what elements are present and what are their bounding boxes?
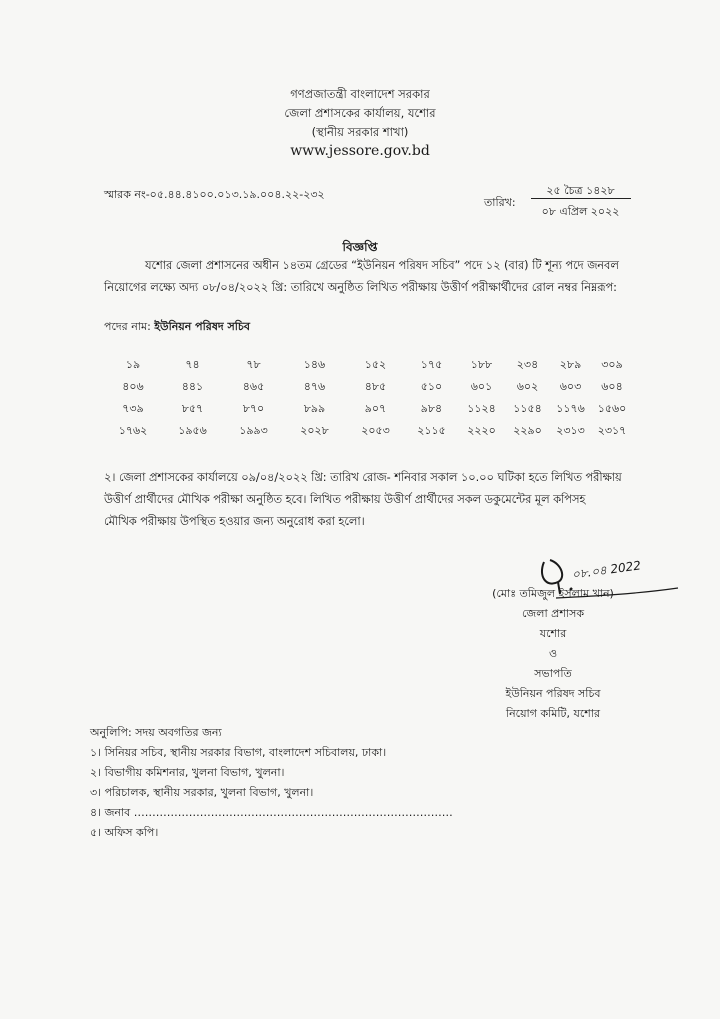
website-link[interactable]: www.jessore.gov.bd (290, 143, 430, 159)
roll-number-cell: ৭৩৯ (122, 401, 144, 415)
roll-number-cell: ৭৪ (185, 357, 200, 371)
signatory-committee-place: নিয়োগ কমিটি, যশোর (505, 707, 601, 720)
signatory-committee: ইউনিয়ন পরিষদ সচিব (505, 687, 601, 700)
roll-number-cell: ৪৮৫ (364, 379, 387, 393)
roll-number-table (104, 354, 632, 442)
roll-number-cell: ১৯ (125, 357, 141, 371)
signatory-district: যশোর (539, 627, 567, 640)
office-title: জেলা প্রশাসকের কার্যালয়, যশোর (284, 106, 436, 120)
notice-line-2: নিয়োগের লক্ষ্যে অদ্য ০৮/০৪/২০২২ খ্রি: তারিখে অনুষ্ঠিত লিখিত পরীক্ষায় উত্তীর্ণ পরীক্ষার্থীদের রোল নম্বর নিম্নরূপ: (104, 281, 617, 294)
roll-number-cell: ২১১৫ (417, 423, 446, 437)
govt-title: গণপ্রজাতন্ত্রী বাংলাদেশ সরকার (290, 87, 430, 101)
roll-row (104, 420, 632, 442)
signature-date: ০৮.০৪ 2022 (571, 558, 642, 582)
roll-number-cell: ৮৯৯ (303, 401, 326, 415)
roll-number-cell: ১১৫৪ (513, 401, 542, 415)
roll-number-cell: ২৮৯ (559, 357, 582, 371)
roll-number-cell: ৯৮৪ (420, 401, 443, 415)
signatory-name: (মোঃ তমিজুল ইসলাম খান) (492, 587, 614, 600)
roll-number-cell: ১৭৬২ (118, 423, 148, 437)
copy-item: ২। বিভাগীয় কমিশনার, খুলনা বিভাগ, খুলনা। (90, 766, 285, 779)
roll-number-cell: ১৭৫ (420, 357, 443, 371)
post-name: ইউনিয়ন পরিষদ সচিব (154, 320, 250, 333)
post-name-row (104, 318, 250, 337)
instruction-line-1: ২। জেলা প্রশাসকের কার্যালয়ে ০৯/০৪/২০২২ খ্রি: তারিখ রোজ- শনিবার সকাল ১০.০০ ঘটিকা হতে লিখিত পরীক্ষায় (104, 471, 622, 484)
roll-number-cell: ২৩১৭ (597, 423, 627, 437)
roll-number-cell: ১৫৬০ (597, 401, 627, 415)
roll-number-cell: ২২৯০ (513, 423, 542, 437)
roll-number-cell: ১১৭৬ (556, 401, 585, 415)
roll-number-cell: ৮৭০ (242, 401, 265, 415)
copy-item: ১। সিনিয়র সচিব, স্থানীয় সরকার বিভাগ, বাংলাদেশ সচিবালয়, ঢাকা। (90, 746, 387, 759)
roll-number-cell: ১৯৫৬ (178, 423, 207, 437)
roll-number-cell: ১৫২ (364, 357, 387, 371)
notice-title: বিজ্ঞপ্তি (342, 240, 378, 254)
signatory-conjunction: ও (548, 647, 558, 660)
roll-number-cell: ৮৫৭ (181, 401, 204, 415)
roll-number-cell: ৪৪১ (181, 379, 204, 393)
copy-item: ৪। জনাব …………………………………………………………………………… (90, 806, 453, 819)
roll-number-cell: ২০৫৩ (361, 423, 390, 437)
date-bangla: ২৫ চৈত্র ১৪২৮ (546, 184, 615, 197)
roll-row (104, 376, 632, 398)
roll-number-cell: ২০২৮ (300, 423, 329, 437)
roll-row (104, 354, 632, 376)
notice-line-1: যশোর জেলা প্রশাসনের অধীন ১৪তম গ্রেডের “ইউনিয়ন পরিষদ সচিব” পদে ১২ (বার) টি শূন্য পদে জনবল (145, 259, 619, 272)
roll-number-cell: ২২২০ (467, 423, 496, 437)
roll-number-cell: ৩০৯ (601, 357, 623, 371)
roll-number-cell: ২৩৪ (516, 357, 539, 371)
date-label: তারিখ: (484, 196, 516, 209)
post-label: পদের নাম: (104, 320, 151, 333)
branch-title: (স্থানীয় সরকার শাখা) (311, 125, 409, 139)
roll-number-cell: ৬০৩ (559, 379, 582, 393)
roll-number-cell: ৬০১ (470, 379, 493, 393)
date-divider (531, 198, 631, 199)
roll-number-cell: ৭৮ (246, 357, 261, 371)
roll-number-cell: ৯০৭ (364, 401, 387, 415)
roll-number-cell: ৪০৬ (122, 379, 144, 393)
instruction-line-3: মৌখিক পরীক্ষায় উপস্থিত হওয়ার জন্য অনুরোধ করা হলো। (104, 515, 365, 528)
signatory-designation: জেলা প্রশাসক (521, 607, 585, 620)
roll-number-cell: ১১২৪ (467, 401, 496, 415)
signatory-role: সভাপতি (534, 667, 572, 680)
copy-item: ৫। অফিস কপি। (90, 826, 159, 839)
roll-number-cell: ১৪৬ (303, 357, 326, 371)
roll-number-cell: ১৮৮ (470, 357, 493, 371)
memo-number: স্মারক নং-০৫.৪৪.৪১০০.০১৩.১৯.০০৪.২২-২৩২ (104, 188, 325, 201)
date-gregorian: ০৮ এপ্রিল ২০২২ (541, 205, 620, 218)
roll-number-cell: ৬০২ (516, 379, 539, 393)
copy-item: ৩। পরিচালক, স্থানীয় সরকার, খুলনা বিভাগ, খুলনা। (90, 786, 314, 799)
roll-number-cell: ৫১০ (420, 379, 443, 393)
roll-number-cell: ৪৭৬ (303, 379, 326, 393)
roll-number-cell: ৪৬৫ (242, 379, 265, 393)
roll-number-cell: ২৩১৩ (556, 423, 585, 437)
roll-row (104, 398, 632, 420)
copies-title: অনুলিপি: সদয় অবগতির জন্য (90, 726, 222, 739)
roll-number-cell: ৬০৪ (601, 379, 623, 393)
roll-number-cell: ১৯৯৩ (239, 423, 268, 437)
instruction-line-2: উত্তীর্ণ প্রার্থীদের মৌখিক পরীক্ষা অনুষ্ঠিত হবে। লিখিত পরীক্ষায় উত্তীর্ণ প্রার্থীদের সকল ডকুমেন্টের মূল কপিসহ (104, 493, 586, 506)
